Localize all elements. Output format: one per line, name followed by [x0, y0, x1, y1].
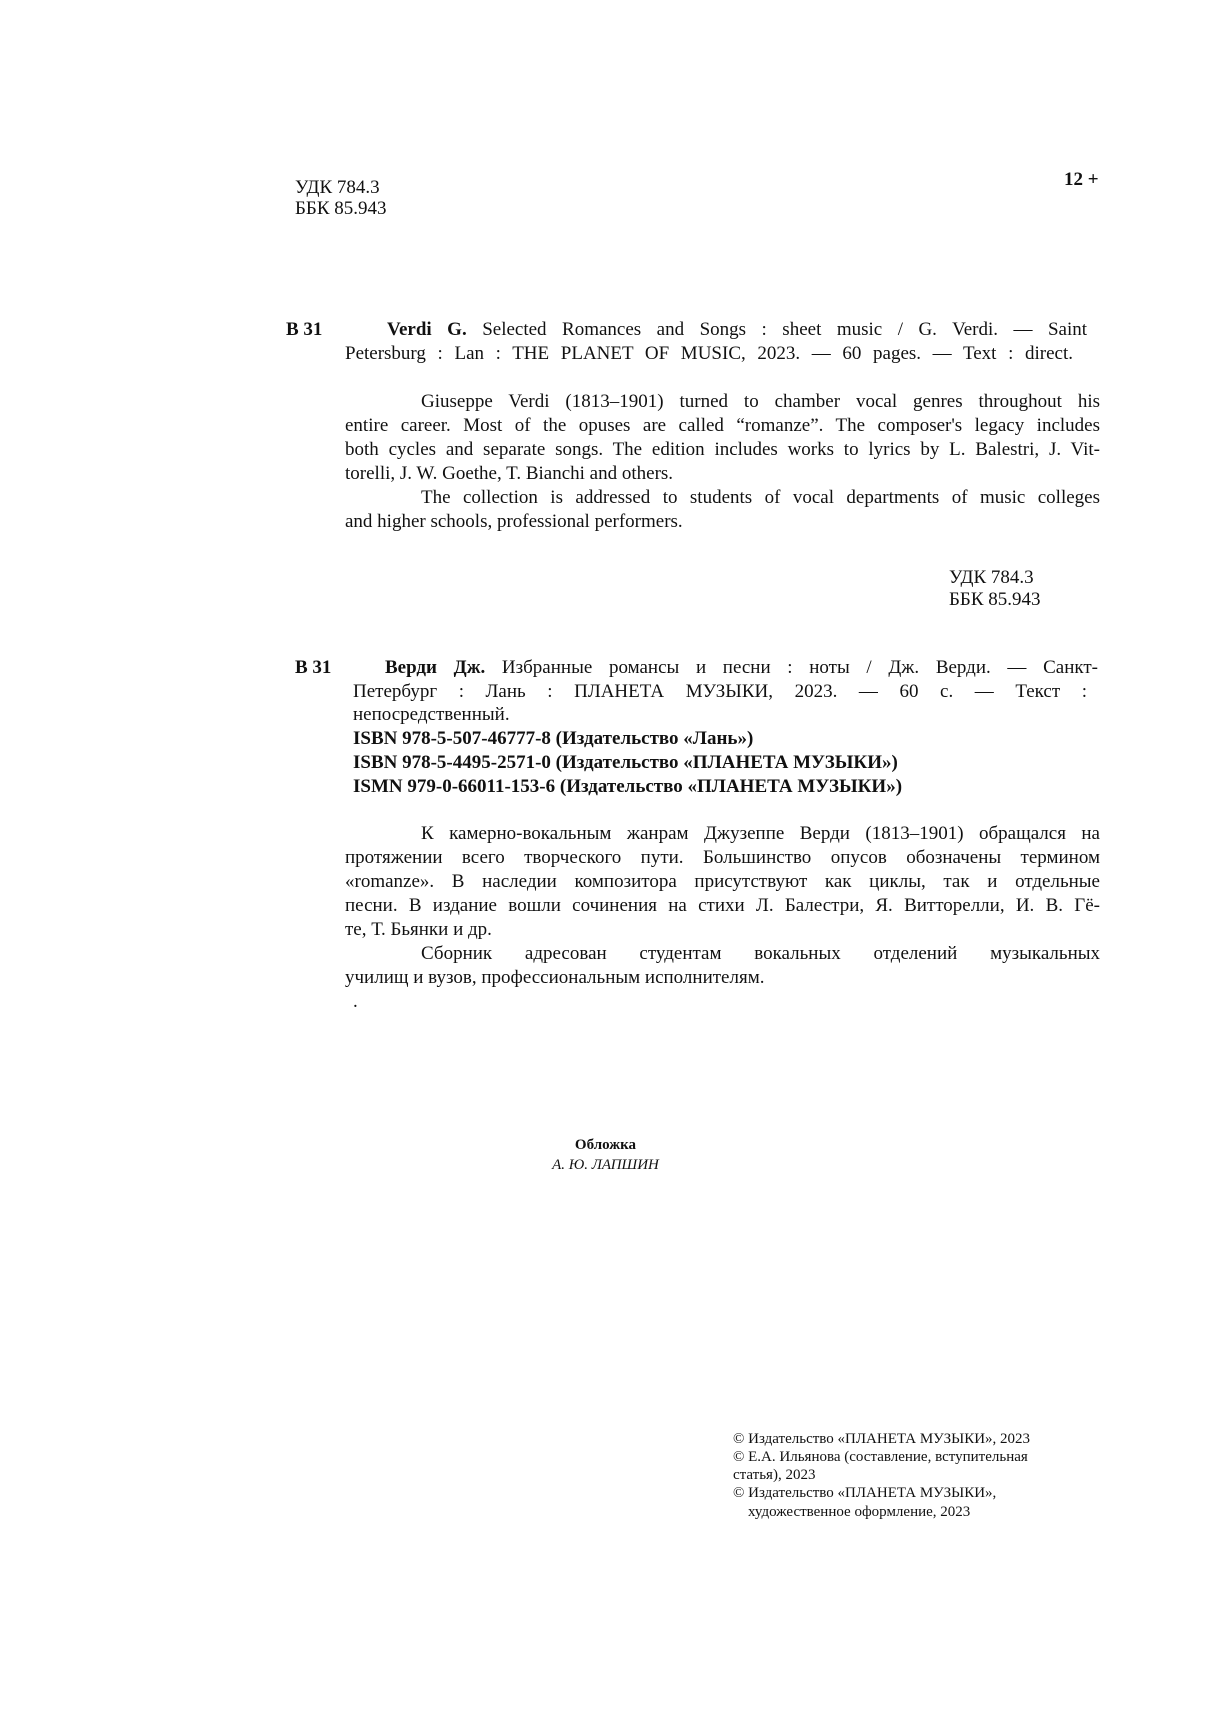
- ismn-planeta: ISMN 979-0-66011-153-6 (Издательство «ПЛАНЕТА МУЗЫКИ»): [353, 776, 903, 797]
- udk-top: УДК 784.3: [295, 177, 380, 198]
- udk-mid: УДК 784.3: [949, 567, 1034, 588]
- bbk-top: ББК 85.943: [295, 198, 387, 219]
- russian-para1-line4: песни. В издание вошли сочинения на стихи Л. Балестри, Я. Витторелли, И. В. Гё-: [345, 895, 1100, 916]
- age-rating: 12 +: [1064, 169, 1099, 190]
- russian-entry-code: В 31: [295, 657, 332, 678]
- english-entry-line1: [387, 318, 1087, 342]
- english-para1-line2: entire career. Most of the opuses are called “romanze”. The composer's legacy includes: [345, 415, 1100, 436]
- english-para2-line1: The collection is addressed to students of vocal departments of music colleges: [421, 487, 1100, 508]
- english-para1-line1: Giuseppe Verdi (1813–1901) turned to chamber vocal genres throughout his: [421, 391, 1100, 412]
- russian-entry-line2: Петербург : Лань : ПЛАНЕТА МУЗЫКИ, 2023. — 60 с. — Текст :: [353, 681, 1087, 702]
- english-para1-line3: both cycles and separate songs. The edition includes works to lyrics by L. Balestri, J. Vit-: [345, 439, 1100, 460]
- english-entry-author: Verdi G.: [387, 319, 467, 340]
- russian-entry-line1: [385, 656, 1098, 680]
- russian-entry-author: Верди Дж.: [385, 657, 486, 678]
- russian-para1-line3: «romanze». В наследии композитора присутствуют как циклы, так и отдельные: [345, 871, 1100, 892]
- english-para1-line4: torelli, J. W. Goethe, T. Bianchi and others.: [345, 463, 674, 484]
- english-entry-line2: Petersburg : Lan : THE PLANET OF MUSIC, 2023. — 60 pages. — Text : direct.: [345, 343, 1073, 364]
- russian-para1-line1: К камерно-вокальным жанрам Джузеппе Верди (1813–1901) обращался на: [421, 823, 1100, 844]
- english-para2-line2: and higher schools, professional performers.: [345, 511, 683, 532]
- copyright-line4: © Издательство «ПЛАНЕТА МУЗЫКИ»,: [733, 1485, 997, 1501]
- isbn-lan: ISBN 978-5-507-46777-8 (Издательство «Лань»): [353, 728, 754, 749]
- isbn-planeta: ISBN 978-5-4495-2571-0 (Издательство «ПЛАНЕТА МУЗЫКИ»): [353, 752, 898, 773]
- russian-entry-line3: непосредственный.: [353, 704, 510, 725]
- russian-para2-line2: училищ и вузов, профессиональным исполнителям.: [345, 967, 765, 988]
- russian-para1-line5: те, Т. Бьянки и др.: [345, 919, 492, 940]
- bbk-mid: ББК 85.943: [949, 589, 1041, 610]
- russian-para2-line1: Сборник адресован студентам вокальных отделений музыкальных: [421, 943, 1100, 964]
- cover-artist: А. Ю. ЛАПШИН: [552, 1157, 659, 1173]
- stray-dot: .: [353, 991, 358, 1012]
- russian-para1-line2: протяжении всего творческого пути. Большинство опусов обозначены термином: [345, 847, 1100, 868]
- copyright-line1: © Издательство «ПЛАНЕТА МУЗЫКИ», 2023: [733, 1431, 1031, 1447]
- russian-entry-title: Избранные романсы и песни : ноты / Дж. Верди. — Санкт-: [485, 657, 1098, 678]
- copyright-line5: художественное оформление, 2023: [748, 1504, 971, 1520]
- copyright-line2: © Е.А. Ильянова (составление, вступительная: [733, 1449, 1028, 1465]
- copyright-line3: статья), 2023: [733, 1467, 816, 1483]
- cover-label: Обложка: [574, 1137, 637, 1153]
- english-entry-code: В 31: [286, 319, 323, 340]
- english-entry-title: Selected Romances and Songs : sheet music / G. Verdi. — Saint: [466, 319, 1088, 340]
